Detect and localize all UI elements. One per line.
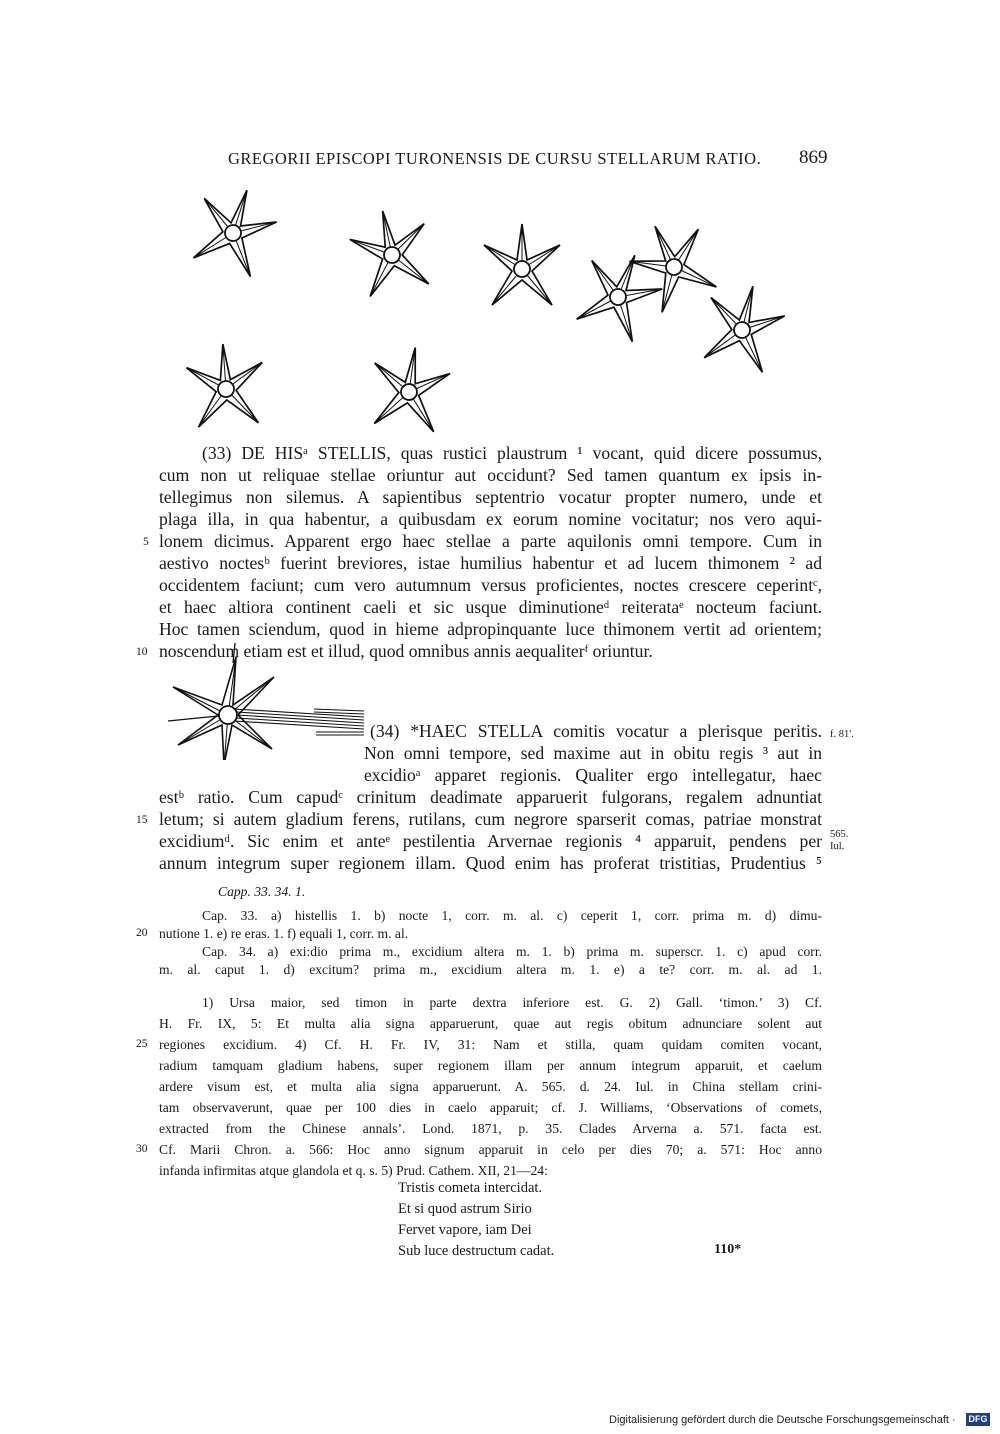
note-line: infanda infirmitas atque glandola et q. s. 5) Prud. Cathem. XII, 21—24:	[159, 1163, 548, 1178]
section-33-line: noscendum etiam est et illud, quod omnibus annis aequaliterᶠ oriuntur.	[159, 641, 653, 661]
star-6-icon	[696, 277, 789, 374]
line-number: 20	[136, 927, 148, 939]
star-3-icon	[484, 224, 560, 305]
verse-line: Tristis cometa intercidat.	[398, 1180, 543, 1196]
apparatus-line: nutione 1. e) re eras. 1. f) equali 1, corr. m. al.	[159, 926, 409, 941]
section-33-line: cum non ut reliquae stellae oriuntur aut occidunt? Sed tamen quantum ex ipsis in-	[159, 465, 822, 485]
funding-footer: Digitalisierung gefördert durch die Deutsche Forschungsgemeinschaft ·	[609, 1414, 956, 1426]
section-33-line: tellegimus non silemus. A sapientibus septentrio vocatur propter numero, unde et	[159, 487, 822, 507]
line-number: 15	[136, 814, 148, 826]
note-line: radium tamquam gladium habens, super regionem illam per annum integrum apparuit, et caelum	[159, 1058, 822, 1073]
section-34-line: letum; si autem gladium ferens, rutilans, cum negrore sparserit comas, patriae monstrat	[159, 809, 822, 829]
margin-date-note: 565.	[830, 829, 849, 840]
note-line: ardere visum est, et multa alia signa apparuerunt. A. 565. d. 24. Iul. in China stellam crini-	[159, 1079, 822, 1094]
section-34-line: (34) *HAEC STELLA comitis vocatur a plerisque peritis.	[370, 721, 822, 741]
line-number: 25	[136, 1038, 148, 1050]
verse-line: Fervet vapore, iam Dei	[398, 1222, 532, 1238]
line-number: 30	[136, 1143, 148, 1155]
apparatus-line: Cap. 34. a) exi:dio prima m., excidium altera m. 1. b) prima m. superscr. 1. c) apud corr.	[202, 944, 822, 959]
note-line: 1) Ursa maior, sed timon in parte dextra inferiore est. G. 2) Gall. ‘timon.’ 3) Cf.	[202, 995, 822, 1010]
star-1-icon	[186, 178, 283, 279]
star-7-icon	[185, 341, 266, 427]
apparatus-line: Cap. 33. a) histellis 1. b) nocte 1, corr. m. al. c) ceperit 1, corr. prima m. d) dimu-	[202, 908, 822, 923]
section-34-line: annum integrum super regionem illam. Quod enim has proferat tristitias, Prudentius ⁵	[159, 853, 822, 873]
verse-line: Et si quod astrum Sirio	[398, 1201, 532, 1217]
note-line: Cf. Marii Chron. a. 566: Hoc anno signum apparuit in celo per dies 70; a. 571: Hoc anno	[159, 1142, 822, 1157]
apparatus-heading: Capp. 33. 34. 1.	[218, 884, 306, 899]
section-33-line: et haec altiora continent caeli et sic usque diminutioneᵈ reiterataᵉ nocteum faciunt.	[159, 597, 822, 617]
section-33-line: Hoc tamen sciendum, quod in hieme adpropinquante luce thimonem vertit ad orientem;	[159, 619, 822, 639]
running-head: GREGORII EPISCOPI TURONENSIS DE CURSU STELLARUM RATIO.	[228, 149, 762, 168]
section-34-line: excidioᵃ apparet regionis. Qualiter ergo intellegatur, haec	[364, 765, 822, 785]
note-line: regiones excidium. 4) Cf. H. Fr. IV, 31: Nam et stilla, quam quidam comiten vocant,	[159, 1037, 822, 1052]
section-33-line: lonem dicimus. Apparent ergo haec stellae a parte aquilonis omni tempore. Cum in	[159, 531, 822, 551]
section-34-line: estᵇ ratio. Cum capudᶜ crinitum deadimate apparuerit fulgorans, regalem adnuntiat	[159, 787, 822, 807]
star-4-icon	[569, 241, 670, 345]
section-34-line: excidiumᵈ. Sic enim et anteᵉ pestilentia Arvernae regionis ⁴ apparuit, pendens per	[159, 831, 822, 851]
section-33-line: (33) DE HISᵃ STELLIS, quas rustici plaustrum ¹ vocant, quid dicere possumus,	[202, 443, 822, 463]
margin-date-note: Iul.	[830, 841, 845, 852]
section-33-line: occidentem faciunt; cum vero autumnum versus proficientes, noctes crescere ceperintᶜ,	[159, 575, 822, 595]
star-8-icon	[366, 342, 453, 433]
line-number: 5	[143, 536, 149, 548]
star-2-icon	[345, 203, 436, 298]
note-line: H. Fr. IX, 5: Et multa alia signa apparuerunt, quae aut regis obitum adnunciare solent aut	[159, 1016, 822, 1031]
line-number: 10	[136, 646, 148, 658]
verse-line: Sub luce destructum cadat.	[398, 1243, 555, 1259]
note-line: extracted from the Chinese annals’. Lond. 1871, p. 35. Clades Arverna a. 571. facta est.	[159, 1121, 822, 1136]
section-33-line: aestivo noctesᵇ fuerint breviores, istae humilius habentur et ad lucem thimonem ² ad	[159, 553, 822, 573]
margin-folio-note: f. 81'.	[830, 729, 854, 740]
signature-mark: 110*	[714, 1242, 742, 1257]
section-33-line: plaga illa, in qua habentur, a quibusdam ex eorum nomine vocitatur; nos vero aqui-	[159, 509, 822, 529]
dfg-logo: DFG	[966, 1413, 990, 1426]
note-line: tam observaverunt, quae per 100 dies in caelo apparuit; cf. J. Williams, ‘Observations of comets,	[159, 1100, 822, 1115]
section-34-line: Non omni tempore, sed maxime aut in obitu regis ³ aut in	[364, 743, 822, 763]
page-number: 869	[799, 147, 828, 168]
apparatus-line: m. al. caput 1. d) excitum? prima m., excidium altera m. 1. e) a te? corr. m. al. ad 1.	[159, 962, 822, 977]
